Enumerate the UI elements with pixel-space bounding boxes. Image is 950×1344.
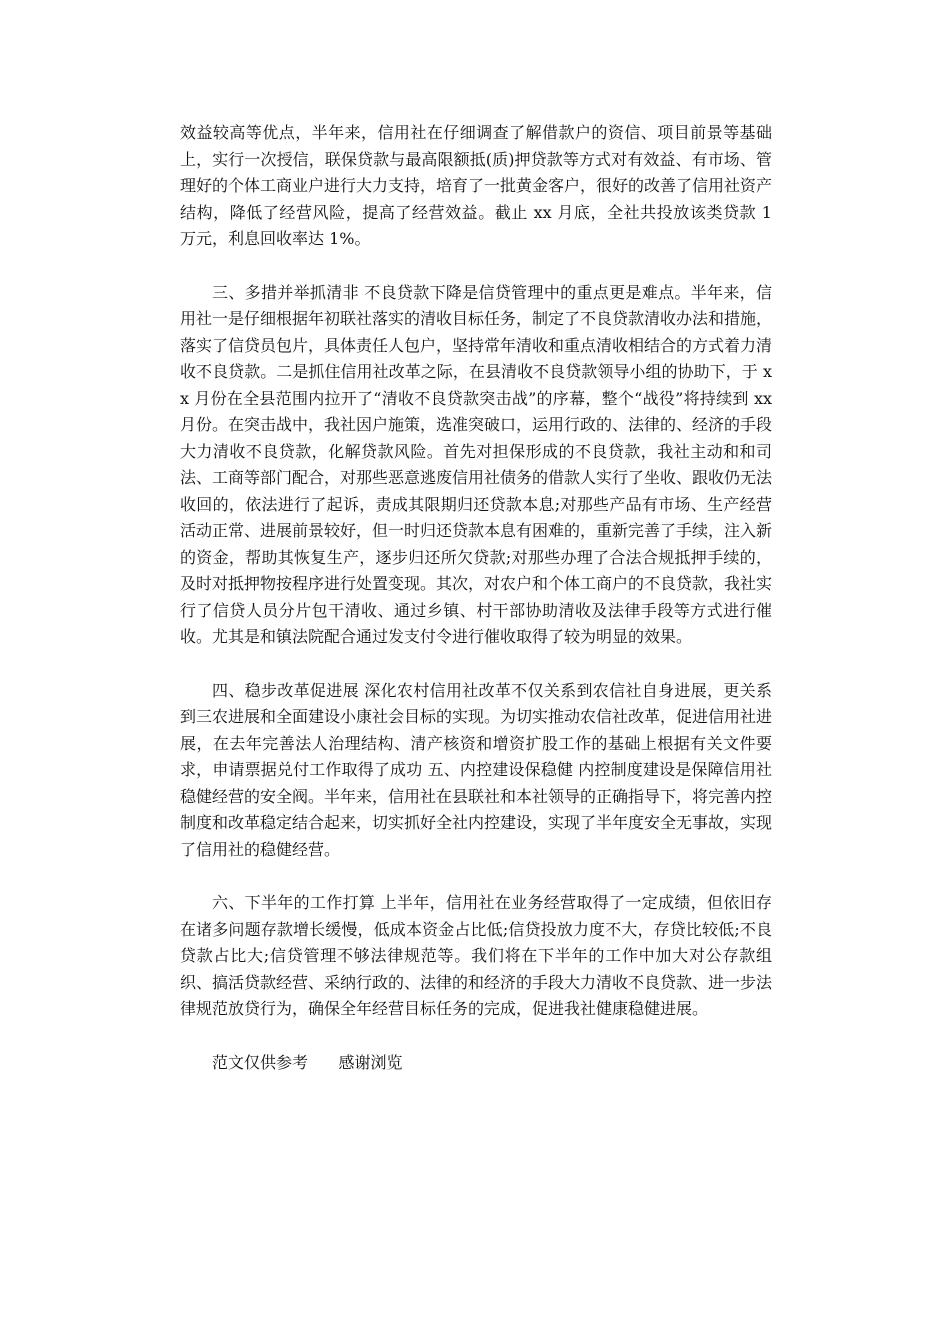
document-page — [180, 120, 772, 1076]
paragraph-nonperforming-loans: 三、多措并举抓清非 不良贷款下降是信贷管理中的重点更是难点。半年来，信用社一是仔细根据年初联社落实的清收目标任务，制定了不良贷款清收办法和措施，落实了信贷员包片，具体责任人包户，坚持常年清收和重点清收相结合的方式着力清收不良贷款。二是抓住信用社改革之际，在县清收不良贷款领导小组的协助下，于 xx 月份在全县范围内拉开了“清收不良贷款突击战”的序幕，整个“战役”将持续到 xx 月份。在突击战中，我社因户施策，选准突破口，运用行政的、法律的、经济的手段大力清收不良贷款，化解贷款风险。首先对担保形成的不良贷款，我社主动和和司法、工商等部门配合，对那些恶意逃废信用社债务的借款人实行了坐收、跟收仍无法收回的，依法进行了起诉，责成其限期归还贷款本息;对那些产品有市场、生产经营活动正常、进展前景较好，但一时归还贷款本息有困难的，重新完善了手续，注入新的资金，帮助其恢复生产，逐步归还所欠贷款;对那些办理了合法合规抵押手续的，及时对抵押物按程序进行处置变现。其次，对农户和个体工商户的不良贷款，我社实行了信贷人员分片包干清收、通过乡镇、村干部协助清收及法律手段等方式进行催收。尤其是和镇法院配合通过发支付令进行催收取得了较为明显的效果。 — [180, 282, 773, 646]
footer-note: 范文仅供参考 感谢浏览 — [212, 1052, 403, 1072]
paragraph-second-half-plan: 六、下半年的工作打算 上半年，信用社在业务经营取得了一定成绩，但依旧存在诸多问题存款增长缓慢，低成本资金占比低;信贷投放力度不大，存贷比较低;不良贷款占比大;信贷管理不够法律规范等。我们将在下半年的工作中加大对公存款组织、搞活贷款经营、采纳行政的、法律的和经济的手段大力清收不良贷款、进一步法律规范放贷行为，确保全年经营目标任务的完成，促进我社健康稳健进展。 — [180, 893, 773, 1018]
paragraph-reform-internal-control: 四、稳步改革促进展 深化农村信用社改革不仅关系到农信社自身进展，更关系到三农进展和全面建设小康社会目标的实现。为切实推动农信社改革，促进信用社进展，在去年完善法人治理结构、清产核资和增资扩股工作的基础上根据有关文件要求，申请票据兑付工作取得了成功 五、内控建设保稳健 内控制度建设是保障信用社稳健经营的安全阀。半年来，信用社在县联社和本社领导的正确指导下，将完善内控制度和改革稳定结合起来，切实抓好全社内控建设，实现了半年度安全无事故，实现了信用社的稳健经营。 — [180, 680, 773, 859]
paragraph-loan-support: 效益较高等优点，半年来，信用社在仔细调查了解借款户的资信、项目前景等基础上，实行一次授信，联保贷款与最高限额抵(质)押贷款等方式对有效益、有市场、管理好的个体工商业户进行大力支持，培育了一批黄金客户，很好的改善了信用社资产结构，降低了经营风险，提高了经营效益。截止 xx 月底，全社共投放该类贷款 1 万元，利息回收率达 1%。 — [180, 123, 773, 248]
